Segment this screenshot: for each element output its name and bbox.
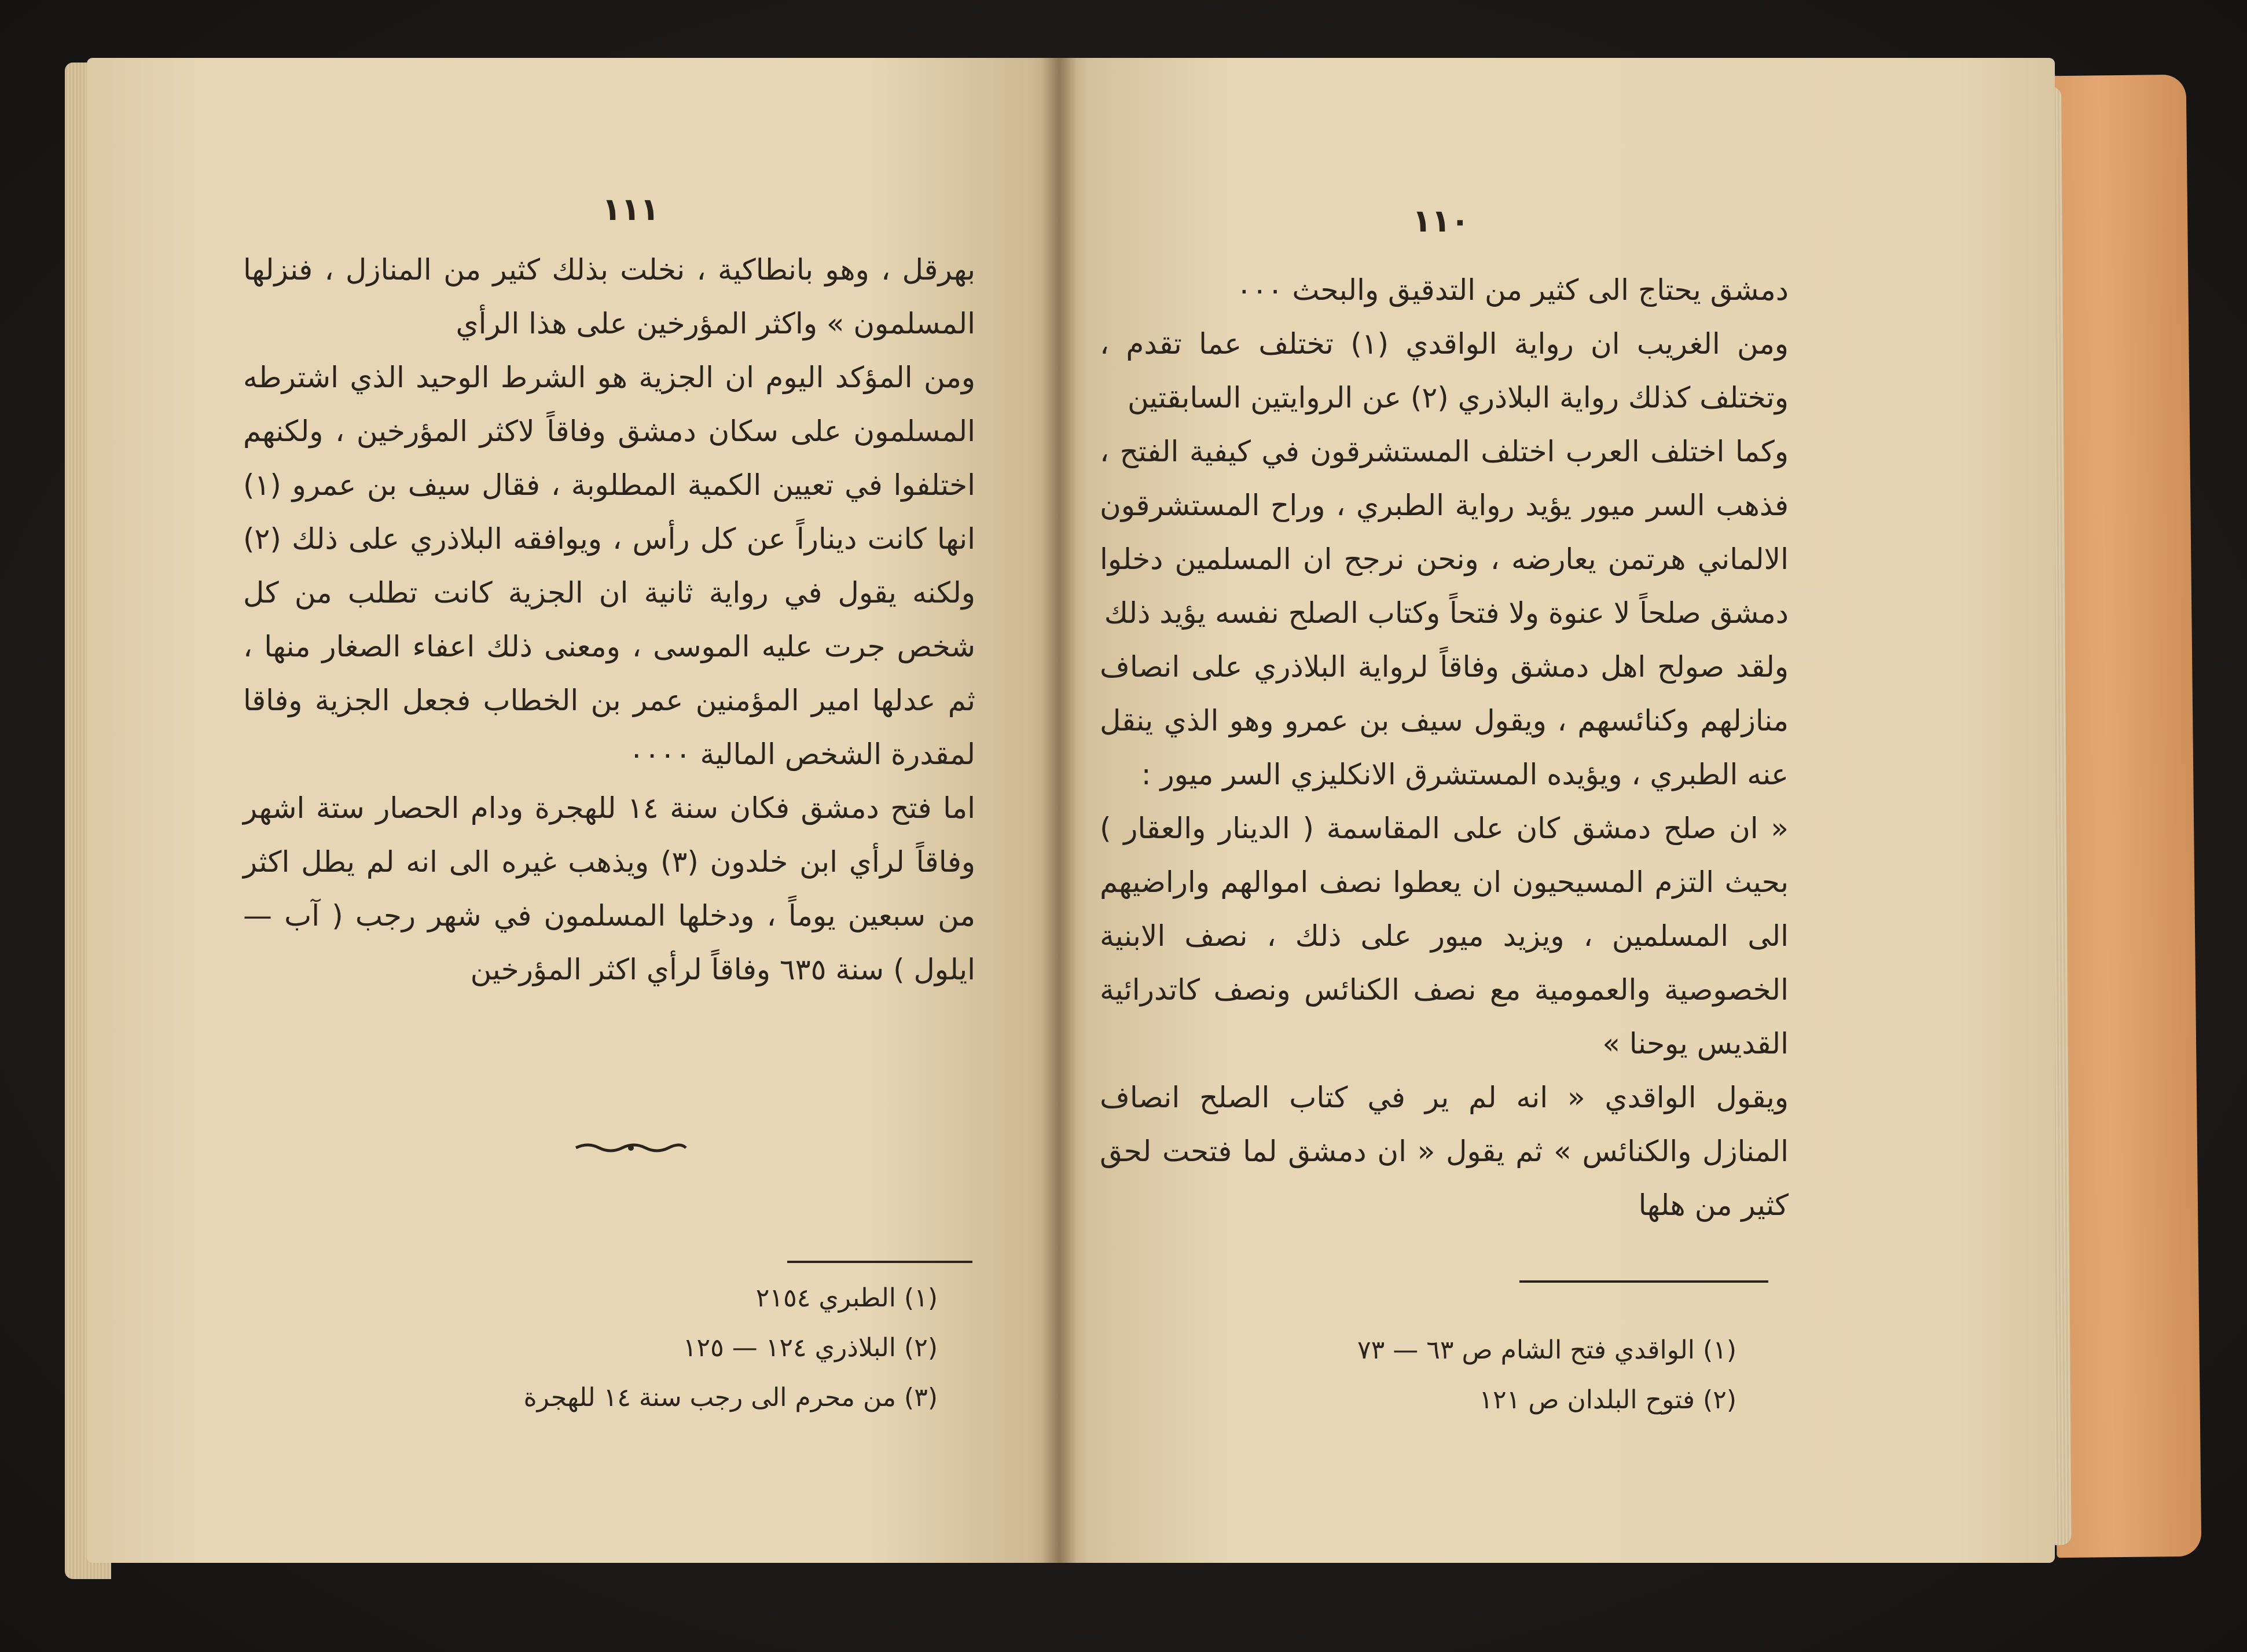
right-page-text — [1100, 263, 1789, 1232]
right-footnote-rule — [1519, 1280, 1768, 1283]
left-page-number: ١١١ — [602, 191, 659, 227]
right-page-number: ١١٠ — [1412, 203, 1470, 239]
left-paragraph: ومن المؤكد اليوم ان الجزية هو الشرط الوحيد الذي اشترطه المسلمون على سكان دمشق وفاقاً لاكثر المؤرخين ، ولكنهم اختلفوا في تعيين الكمية المطلوبة ، فقال سيف بن عمرو (١) انها كانت ديناراً عن كل رأس ، ويوافقه البلاذري على ذلك (٢) ولكنه يقول في رواية ثانية ان الجزية كانت تطلب من كل شخص جرت عليه الموسى ، ومعنى ذلك اعفاء الصغار منها ، ثم عدلها امير المؤمنين عمر بن الخطاب فجعل الجزية وفاقا لمقدرة الشخص المالية ٠٠٠٠ — [243, 361, 975, 771]
right-paragraph: « ان صلح دمشق كان على المقاسمة ( الدينار والعقار ) بحيث التزم المسيحيون ان يعطوا نصف اموالهم واراضيهم الى المسلمين ، ويزيد ميور على ذلك ، نصف الابنية الخصوصية والعمومية مع نصف الكنائس ونصف كاتدرائية القديس يوحنا » — [1100, 812, 1789, 1060]
book-gutter — [1042, 58, 1077, 1563]
footnote: (١) الواقدي فتح الشام ص ٦٣ — ٧٣ — [1357, 1335, 1736, 1365]
left-page-text — [243, 243, 975, 997]
left-paragraph: اما فتح دمشق فكان سنة ١٤ للهجرة ودام الحصار ستة اشهر وفاقاً لرأي ابن خلدون (٣) ويذهب غيره الى انه لم يطل اكثر من سبعين يوماً ، ودخلها المسلمون في شهر رجب ( آب — ايلول ) سنة ٦٣٥ وفاقاً لرأي اكثر المؤرخين — [243, 791, 975, 986]
left-footnote-rule — [787, 1261, 972, 1263]
left-footnotes — [521, 1273, 938, 1423]
footnote: (٢) البلاذري ١٢٤ — ١٢٥ — [682, 1333, 938, 1363]
right-paragraph: دمشق يحتاج الى كثير من التدقيق والبحث ٠٠٠ — [1236, 273, 1789, 307]
footnote: (٢) فتوح البلدان ص ١٢١ — [1479, 1385, 1736, 1415]
right-paragraph: ومن الغريب ان رواية الواقدي (١) تختلف عما تقدم ، وتختلف كذلك رواية البلاذري (٢) عن الروايتين السابقتين — [1100, 327, 1789, 414]
footnote: (٣) من محرم الى رجب سنة ١٤ للهجرة — [523, 1383, 938, 1412]
right-footnotes — [1273, 1326, 1736, 1425]
left-paragraph: بهرقل ، وهو بانطاكية ، نخلت بذلك كثير من المنازل ، فنزلها المسلمون » واكثر المؤرخين على هذا الرأي — [243, 253, 975, 340]
footnote: (١) الطبري ٢١٥٤ — [755, 1283, 938, 1313]
right-paragraph: وكما اختلف العرب اختلف المستشرقون في كيفية الفتح ، فذهب السر ميور يؤيد رواية الطبري ، وراح المستشرقون الالماني هرتمن يعارضه ، ونحن نرجح ان المسلمين دخلوا دمشق صلحاً لا عنوة ولا فتحاً وكتاب الصلح نفسه يؤيد ذلك — [1100, 435, 1789, 630]
section-ornament — [573, 1139, 689, 1157]
right-paragraph: ولقد صولح اهل دمشق وفاقاً لرواية البلاذري على انصاف منازلهم وكنائسهم ، ويقول سيف بن عمرو وهو الذي ينقل عنه الطبري ، ويؤيده المستشرق الانكليزي السر ميور : — [1100, 650, 1789, 791]
right-paragraph: ويقول الواقدي « انه لم ير في كتاب الصلح انصاف المنازل والكنائس » ثم يقول « ان دمشق لما فتحت لحق كثير من هلها — [1100, 1081, 1789, 1222]
